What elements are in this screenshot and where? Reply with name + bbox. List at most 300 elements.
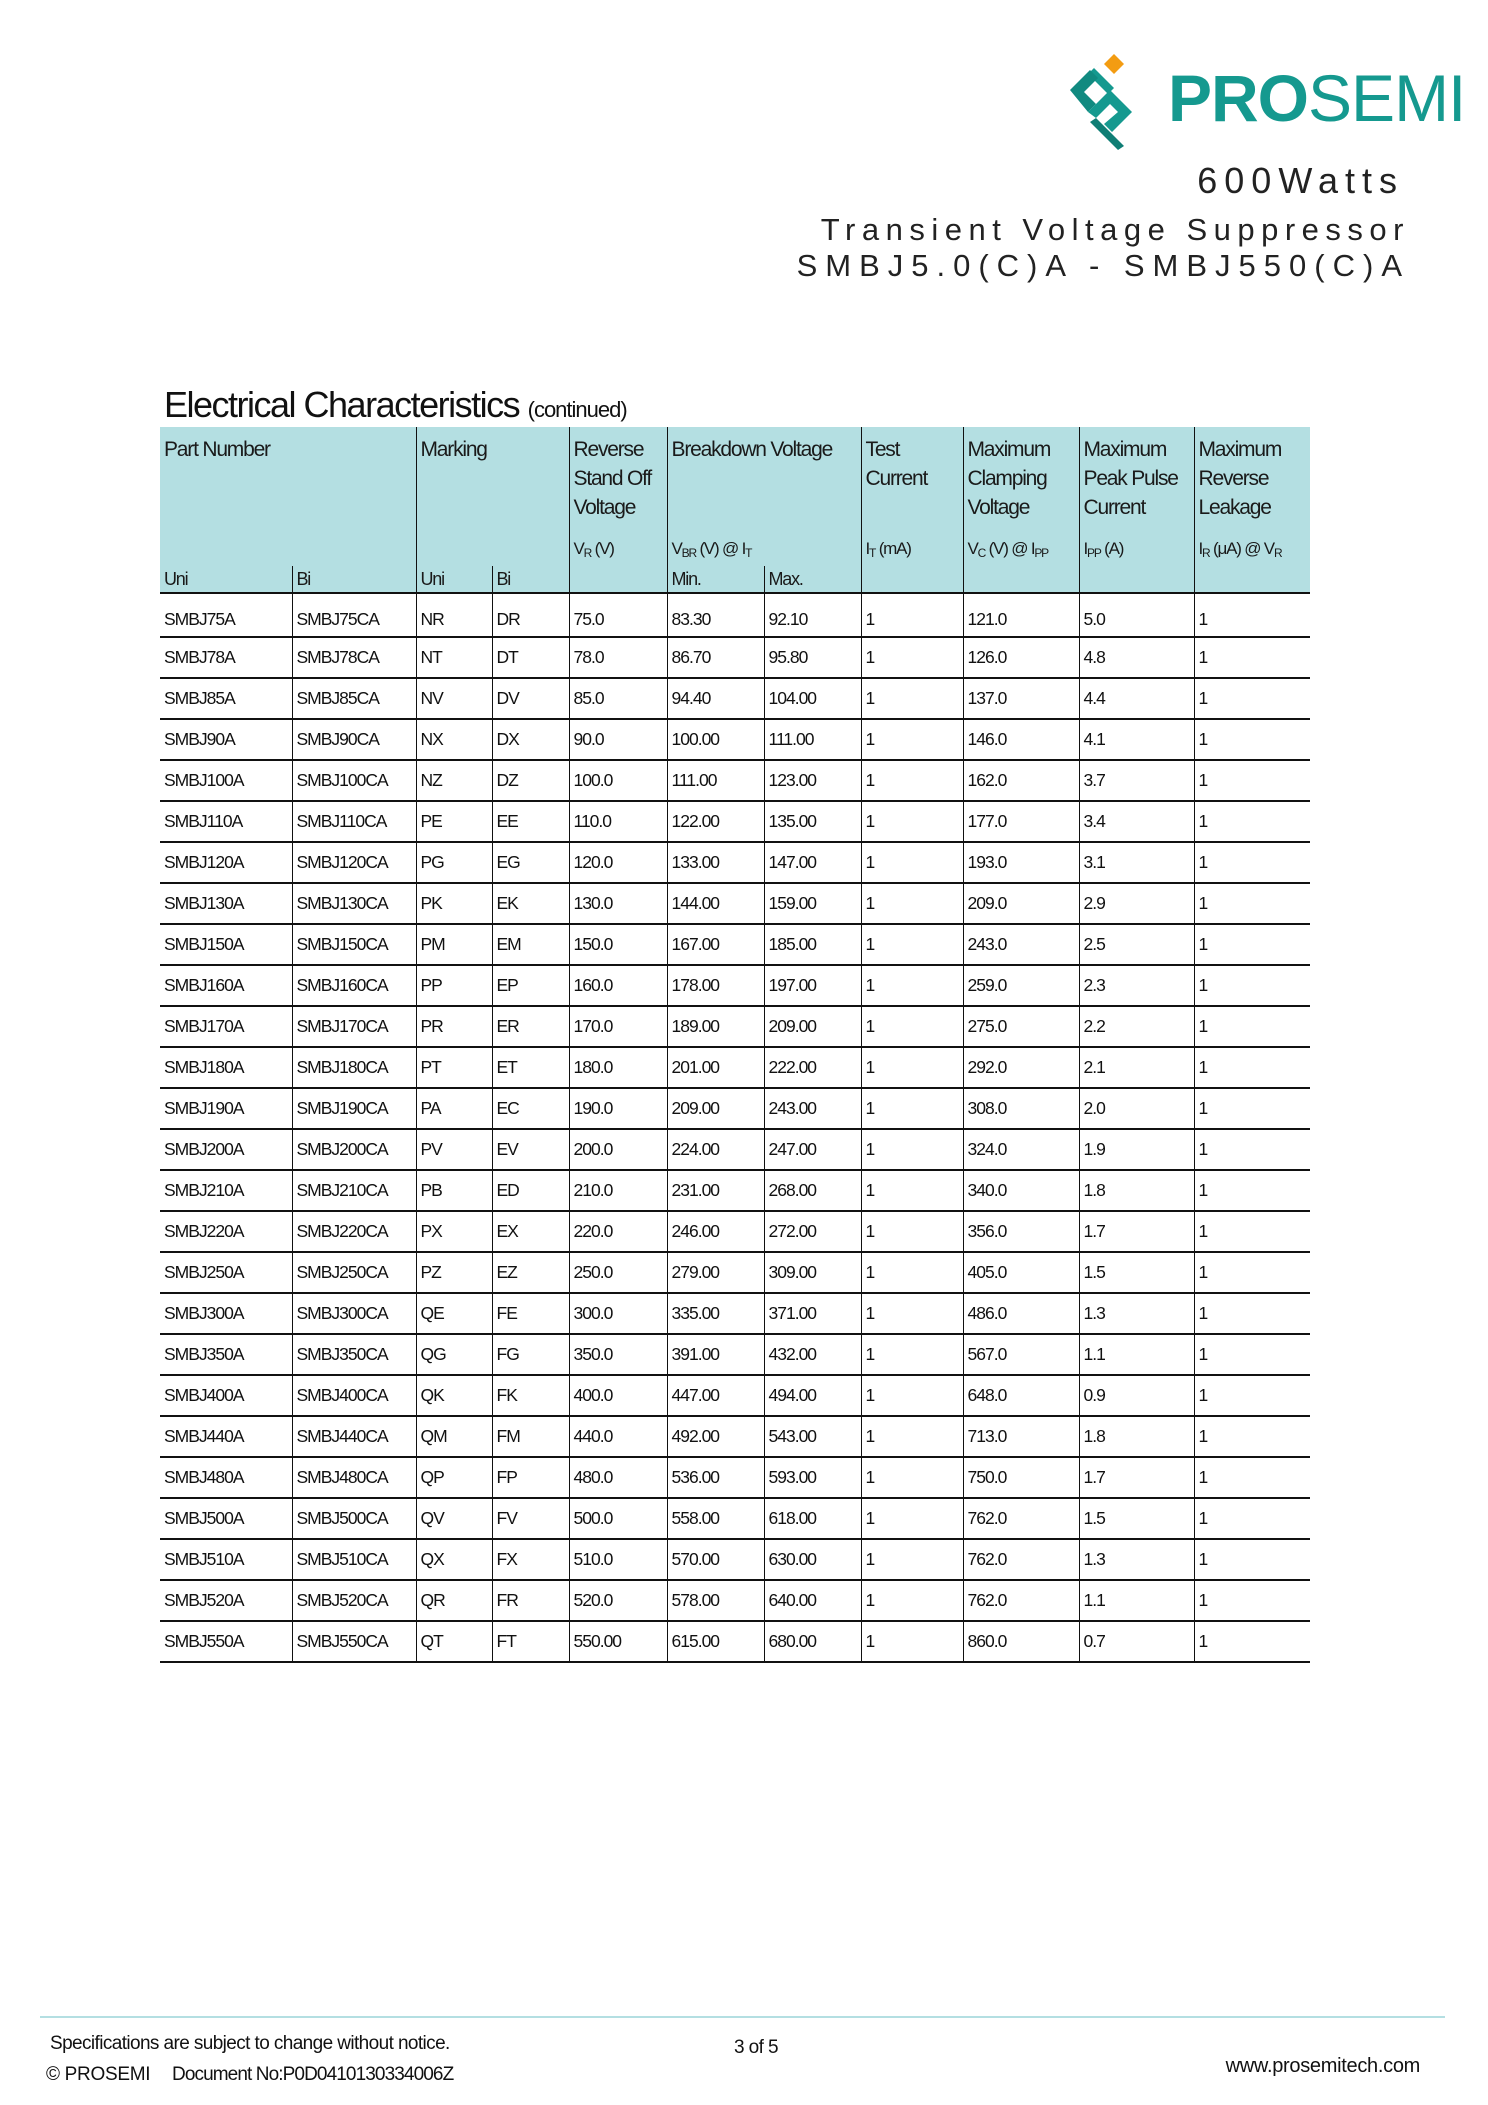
table-row: [160, 719, 1310, 760]
table-row: [160, 1088, 1310, 1129]
table-row: [160, 1252, 1310, 1293]
table-cell: 2.1: [1079, 1047, 1194, 1088]
table-cell: EK: [492, 883, 569, 924]
table-cell: SMBJ180A: [160, 1047, 292, 1088]
table-cell: SMBJ300A: [160, 1293, 292, 1334]
table-cell: 447.00: [667, 1375, 764, 1416]
table-cell: ER: [492, 1006, 569, 1047]
table-row: [160, 1375, 1310, 1416]
table-row: [160, 1621, 1310, 1662]
table-cell: SMBJ85CA: [292, 678, 416, 719]
unit-it: $I_T$ (mA): [861, 536, 963, 566]
footer-copyright: © PROSEMI: [46, 2064, 151, 2085]
table-cell: SMBJ550CA: [292, 1621, 416, 1662]
unit-vr: $V_R$ (V): [569, 536, 667, 566]
footer-disclaimer: Specifications are subject to change without notice.: [50, 2033, 450, 2054]
table-cell: 480.0: [569, 1457, 667, 1498]
header-breakdown: Breakdown Voltage: [667, 427, 861, 536]
table-cell: 75.0: [569, 593, 667, 637]
table-cell: 1: [861, 719, 963, 760]
table-cell: 1.1: [1079, 1334, 1194, 1375]
table-cell: 1: [1194, 1211, 1310, 1252]
table-cell: 1: [1194, 1375, 1310, 1416]
table-row: [160, 1539, 1310, 1580]
table-cell: 860.0: [963, 1621, 1079, 1662]
table-cell: SMBJ150CA: [292, 924, 416, 965]
table-cell: 3.1: [1079, 842, 1194, 883]
table-cell: SMBJ210A: [160, 1170, 292, 1211]
table-cell: 1: [861, 678, 963, 719]
table-cell: QP: [416, 1457, 492, 1498]
table-cell: 1.7: [1079, 1211, 1194, 1252]
table-cell: 1: [861, 1293, 963, 1334]
table-cell: NV: [416, 678, 492, 719]
header-clamping: Maximum Clamping Voltage: [963, 427, 1079, 536]
table-cell: 193.0: [963, 842, 1079, 883]
table-cell: 231.00: [667, 1170, 764, 1211]
table-cell: 2.0: [1079, 1088, 1194, 1129]
table-cell: 210.0: [569, 1170, 667, 1211]
table-cell: NT: [416, 637, 492, 678]
table-cell: 550.00: [569, 1621, 667, 1662]
table-cell: SMBJ500A: [160, 1498, 292, 1539]
table-cell: QK: [416, 1375, 492, 1416]
table-cell: FR: [492, 1580, 569, 1621]
table-cell: FK: [492, 1375, 569, 1416]
table-cell: 391.00: [667, 1334, 764, 1375]
table-cell: SMBJ110A: [160, 801, 292, 842]
table-cell: 4.1: [1079, 719, 1194, 760]
table-row: [160, 1334, 1310, 1375]
logo-wordmark: PROSEMI: [1168, 61, 1466, 135]
subheader-min: Min.: [667, 566, 764, 593]
section-title: Electrical Characteristics (continued): [164, 384, 627, 425]
table-cell: SMBJ78A: [160, 637, 292, 678]
table-cell: 1.8: [1079, 1416, 1194, 1457]
subheader-marking-uni: Uni: [416, 566, 492, 593]
table-cell: EE: [492, 801, 569, 842]
table-cell: SMBJ440CA: [292, 1416, 416, 1457]
table-cell: QE: [416, 1293, 492, 1334]
table-cell: 371.00: [764, 1293, 861, 1334]
table-cell: EZ: [492, 1252, 569, 1293]
table-cell: 1: [1194, 1293, 1310, 1334]
table-cell: 1: [861, 1375, 963, 1416]
table-cell: 335.00: [667, 1293, 764, 1334]
table-cell: 340.0: [963, 1170, 1079, 1211]
table-cell: 189.00: [667, 1006, 764, 1047]
table-cell: SMBJ350A: [160, 1334, 292, 1375]
table-cell: 190.0: [569, 1088, 667, 1129]
table-cell: 259.0: [963, 965, 1079, 1006]
power-rating: 600Watts: [1197, 160, 1404, 201]
table-cell: 121.0: [963, 593, 1079, 637]
table-cell: 1: [1194, 678, 1310, 719]
table-cell: 578.00: [667, 1580, 764, 1621]
table-cell: SMBJ100A: [160, 760, 292, 801]
table-cell: 1: [1194, 760, 1310, 801]
table-cell: 272.00: [764, 1211, 861, 1252]
table-cell: 135.00: [764, 801, 861, 842]
table-row: [160, 801, 1310, 842]
table-cell: 1: [861, 842, 963, 883]
table-cell: EX: [492, 1211, 569, 1252]
table-cell: 1: [1194, 1457, 1310, 1498]
table-cell: SMBJ130CA: [292, 883, 416, 924]
table-cell: SMBJ160CA: [292, 965, 416, 1006]
subheader-max: Max.: [764, 566, 861, 593]
prosemi-logo: [1068, 50, 1466, 150]
table-cell: 1.5: [1079, 1252, 1194, 1293]
table-cell: PK: [416, 883, 492, 924]
subheader-bi: Bi: [292, 566, 416, 593]
table-row: [160, 1211, 1310, 1252]
table-cell: NR: [416, 593, 492, 637]
table-cell: 405.0: [963, 1252, 1079, 1293]
table-cell: SMBJ120CA: [292, 842, 416, 883]
table-cell: SMBJ510CA: [292, 1539, 416, 1580]
table-cell: 1.5: [1079, 1498, 1194, 1539]
table-cell: 126.0: [963, 637, 1079, 678]
table-cell: PG: [416, 842, 492, 883]
table-cell: 1.3: [1079, 1293, 1194, 1334]
table-cell: QR: [416, 1580, 492, 1621]
table-cell: 543.00: [764, 1416, 861, 1457]
table-cell: 762.0: [963, 1539, 1079, 1580]
table-cell: DX: [492, 719, 569, 760]
table-cell: 1: [861, 924, 963, 965]
header-leakage: Maximum Reverse Leakage: [1194, 427, 1310, 536]
table-cell: SMBJ170CA: [292, 1006, 416, 1047]
table-cell: QX: [416, 1539, 492, 1580]
table-cell: 1: [1194, 1047, 1310, 1088]
table-cell: 110.0: [569, 801, 667, 842]
table-cell: SMBJ150A: [160, 924, 292, 965]
table-cell: SMBJ78CA: [292, 637, 416, 678]
table-cell: 146.0: [963, 719, 1079, 760]
table-cell: 1: [1194, 719, 1310, 760]
table-cell: 1: [861, 801, 963, 842]
table-cell: DV: [492, 678, 569, 719]
table-cell: SMBJ170A: [160, 1006, 292, 1047]
page-number: 3 of 5: [734, 2037, 778, 2058]
table-cell: 567.0: [963, 1334, 1079, 1375]
table-cell: SMBJ510A: [160, 1539, 292, 1580]
table-cell: 1: [1194, 1334, 1310, 1375]
table-cell: SMBJ480A: [160, 1457, 292, 1498]
table-row: [160, 678, 1310, 719]
table-row: [160, 1047, 1310, 1088]
table-cell: 1: [1194, 1006, 1310, 1047]
table-cell: 1: [861, 1170, 963, 1211]
table-cell: 356.0: [963, 1211, 1079, 1252]
table-cell: 0.9: [1079, 1375, 1194, 1416]
table-cell: 94.40: [667, 678, 764, 719]
footer-divider: [40, 2016, 1445, 2018]
unit-ir: $I_R$ (μA) @ $V_R$: [1194, 536, 1310, 566]
table-cell: 558.00: [667, 1498, 764, 1539]
table-cell: 292.0: [963, 1047, 1079, 1088]
table-cell: SMBJ350CA: [292, 1334, 416, 1375]
table-cell: 178.00: [667, 965, 764, 1006]
table-row: [160, 1170, 1310, 1211]
table-cell: 400.0: [569, 1375, 667, 1416]
table-cell: FT: [492, 1621, 569, 1662]
table-cell: 1: [861, 1334, 963, 1375]
table-cell: 1: [861, 965, 963, 1006]
table-cell: 1: [861, 1621, 963, 1662]
table-cell: 137.0: [963, 678, 1079, 719]
table-cell: 1: [861, 1211, 963, 1252]
table-row: [160, 883, 1310, 924]
table-cell: 300.0: [569, 1293, 667, 1334]
table-cell: 200.0: [569, 1129, 667, 1170]
table-cell: 1: [861, 637, 963, 678]
table-cell: 350.0: [569, 1334, 667, 1375]
table-cell: 593.00: [764, 1457, 861, 1498]
table-cell: 1: [1194, 1252, 1310, 1293]
table-cell: 133.00: [667, 842, 764, 883]
table-cell: 1: [861, 1252, 963, 1293]
table-cell: 90.0: [569, 719, 667, 760]
table-cell: NX: [416, 719, 492, 760]
table-cell: 494.00: [764, 1375, 861, 1416]
table-cell: QV: [416, 1498, 492, 1539]
table-cell: 201.00: [667, 1047, 764, 1088]
table-cell: 1: [1194, 637, 1310, 678]
table-cell: 1: [1194, 965, 1310, 1006]
table-cell: 1: [1194, 801, 1310, 842]
table-cell: SMBJ400CA: [292, 1375, 416, 1416]
table-cell: 1: [1194, 1088, 1310, 1129]
table-cell: 159.00: [764, 883, 861, 924]
table-cell: SMBJ85A: [160, 678, 292, 719]
table-cell: 1: [861, 1416, 963, 1457]
table-row: [160, 760, 1310, 801]
table-cell: 618.00: [764, 1498, 861, 1539]
table-cell: 209.00: [764, 1006, 861, 1047]
table-cell: 1: [1194, 924, 1310, 965]
table-cell: SMBJ110CA: [292, 801, 416, 842]
table-cell: SMBJ100CA: [292, 760, 416, 801]
table-cell: 762.0: [963, 1580, 1079, 1621]
table-cell: 180.0: [569, 1047, 667, 1088]
table-cell: FP: [492, 1457, 569, 1498]
table-cell: SMBJ480CA: [292, 1457, 416, 1498]
table-cell: 500.0: [569, 1498, 667, 1539]
table-cell: SMBJ130A: [160, 883, 292, 924]
section-note: (continued): [527, 397, 627, 422]
table-cell: PX: [416, 1211, 492, 1252]
table-cell: FV: [492, 1498, 569, 1539]
table-cell: PA: [416, 1088, 492, 1129]
table-cell: 1: [1194, 1498, 1310, 1539]
table-cell: 1: [861, 1006, 963, 1047]
table-cell: 177.0: [963, 801, 1079, 842]
table-row: [160, 1293, 1310, 1334]
table-cell: EP: [492, 965, 569, 1006]
table-cell: 220.0: [569, 1211, 667, 1252]
table-cell: FG: [492, 1334, 569, 1375]
table-cell: 100.00: [667, 719, 764, 760]
product-name: Transient Voltage Suppressor: [820, 212, 1410, 247]
table-cell: 122.00: [667, 801, 764, 842]
table-cell: PE: [416, 801, 492, 842]
table-cell: 1: [861, 1088, 963, 1129]
table-cell: EC: [492, 1088, 569, 1129]
table-cell: 111.00: [667, 760, 764, 801]
table-cell: 185.00: [764, 924, 861, 965]
table-cell: 1: [1194, 593, 1310, 637]
table-cell: 536.00: [667, 1457, 764, 1498]
table-cell: 86.70: [667, 637, 764, 678]
table-cell: 250.0: [569, 1252, 667, 1293]
table-cell: 224.00: [667, 1129, 764, 1170]
table-cell: 648.0: [963, 1375, 1079, 1416]
table-cell: 762.0: [963, 1498, 1079, 1539]
table-cell: 1.7: [1079, 1457, 1194, 1498]
table-cell: QT: [416, 1621, 492, 1662]
table-cell: SMBJ220A: [160, 1211, 292, 1252]
table-cell: 85.0: [569, 678, 667, 719]
table-cell: 1: [861, 1047, 963, 1088]
table-cell: 1.9: [1079, 1129, 1194, 1170]
table-cell: SMBJ300CA: [292, 1293, 416, 1334]
table-cell: EV: [492, 1129, 569, 1170]
table-cell: 1: [861, 1580, 963, 1621]
table-cell: 247.00: [764, 1129, 861, 1170]
table-cell: 570.00: [667, 1539, 764, 1580]
table-cell: 147.00: [764, 842, 861, 883]
table-cell: SMBJ190A: [160, 1088, 292, 1129]
table-cell: 1: [861, 593, 963, 637]
table-row: [160, 1580, 1310, 1621]
table-cell: NZ: [416, 760, 492, 801]
table-cell: 100.0: [569, 760, 667, 801]
table-cell: DR: [492, 593, 569, 637]
part-range: SMBJ5.0(C)A - SMBJ550(C)A: [796, 248, 1410, 283]
table-cell: 92.10: [764, 593, 861, 637]
table-cell: PZ: [416, 1252, 492, 1293]
table-cell: 492.00: [667, 1416, 764, 1457]
table-cell: 1: [1194, 1416, 1310, 1457]
table-cell: SMBJ75CA: [292, 593, 416, 637]
table-cell: 510.0: [569, 1539, 667, 1580]
table-cell: PP: [416, 965, 492, 1006]
table-cell: 275.0: [963, 1006, 1079, 1047]
header-reverse-standoff: Reverse Stand Off Voltage: [569, 427, 667, 536]
table-row: [160, 842, 1310, 883]
table-cell: 4.4: [1079, 678, 1194, 719]
table-cell: QM: [416, 1416, 492, 1457]
table-cell: 144.00: [667, 883, 764, 924]
table-row: [160, 965, 1310, 1006]
table-cell: 3.7: [1079, 760, 1194, 801]
table-cell: 209.00: [667, 1088, 764, 1129]
prosemi-mark-icon: [1068, 50, 1168, 150]
table-cell: 1: [1194, 1580, 1310, 1621]
header-peak-pulse: Maximum Peak Pulse Current: [1079, 427, 1194, 536]
table-cell: 750.0: [963, 1457, 1079, 1498]
table-cell: SMBJ120A: [160, 842, 292, 883]
table-cell: SMBJ250CA: [292, 1252, 416, 1293]
table-cell: DZ: [492, 760, 569, 801]
website-link[interactable]: www.prosemitech.com: [1225, 2055, 1420, 2077]
table-cell: 243.0: [963, 924, 1079, 965]
table-cell: 520.0: [569, 1580, 667, 1621]
table-cell: 640.00: [764, 1580, 861, 1621]
table-cell: 2.3: [1079, 965, 1194, 1006]
table-row: [160, 1416, 1310, 1457]
table-cell: SMBJ220CA: [292, 1211, 416, 1252]
table-cell: 713.0: [963, 1416, 1079, 1457]
table-cell: 4.8: [1079, 637, 1194, 678]
table-cell: 123.00: [764, 760, 861, 801]
table-cell: SMBJ440A: [160, 1416, 292, 1457]
table-cell: 309.00: [764, 1252, 861, 1293]
table-cell: SMBJ90CA: [292, 719, 416, 760]
table-cell: 150.0: [569, 924, 667, 965]
table-cell: 1: [861, 760, 963, 801]
table-cell: 680.00: [764, 1621, 861, 1662]
table-cell: 1: [1194, 1539, 1310, 1580]
unit-ipp: $I_{PP}$ (A): [1079, 536, 1194, 566]
table-cell: FX: [492, 1539, 569, 1580]
table-cell: PB: [416, 1170, 492, 1211]
table-cell: 279.00: [667, 1252, 764, 1293]
table-cell: 268.00: [764, 1170, 861, 1211]
table-cell: 83.30: [667, 593, 764, 637]
table-body: [160, 593, 1310, 1662]
table-cell: 432.00: [764, 1334, 861, 1375]
table-cell: 1: [861, 1457, 963, 1498]
table-row: [160, 1457, 1310, 1498]
unit-vc: $V_C$ (V) @ $I_{PP}$: [963, 536, 1079, 566]
table-cell: EG: [492, 842, 569, 883]
table-cell: 160.0: [569, 965, 667, 1006]
table-row: [160, 1129, 1310, 1170]
table-cell: PM: [416, 924, 492, 965]
table-cell: SMBJ160A: [160, 965, 292, 1006]
table-cell: 1: [1194, 1621, 1310, 1662]
table-cell: 209.0: [963, 883, 1079, 924]
table-cell: 3.4: [1079, 801, 1194, 842]
table-cell: SMBJ210CA: [292, 1170, 416, 1211]
table-cell: 615.00: [667, 1621, 764, 1662]
table-row: [160, 593, 1310, 637]
table-cell: 170.0: [569, 1006, 667, 1047]
header-marking: Marking: [416, 427, 569, 536]
table-cell: 243.00: [764, 1088, 861, 1129]
table-cell: QG: [416, 1334, 492, 1375]
table-cell: SMBJ400A: [160, 1375, 292, 1416]
table-cell: PR: [416, 1006, 492, 1047]
header-part-number: Part Number: [160, 427, 416, 536]
table-cell: 246.00: [667, 1211, 764, 1252]
table-cell: 2.2: [1079, 1006, 1194, 1047]
table-cell: 120.0: [569, 842, 667, 883]
table-cell: 440.0: [569, 1416, 667, 1457]
table-cell: SMBJ500CA: [292, 1498, 416, 1539]
table-cell: 167.00: [667, 924, 764, 965]
table-cell: 630.00: [764, 1539, 861, 1580]
table-cell: SMBJ520A: [160, 1580, 292, 1621]
table-cell: SMBJ520CA: [292, 1580, 416, 1621]
table-cell: SMBJ550A: [160, 1621, 292, 1662]
table-cell: 162.0: [963, 760, 1079, 801]
table-cell: ET: [492, 1047, 569, 1088]
table-cell: 486.0: [963, 1293, 1079, 1334]
